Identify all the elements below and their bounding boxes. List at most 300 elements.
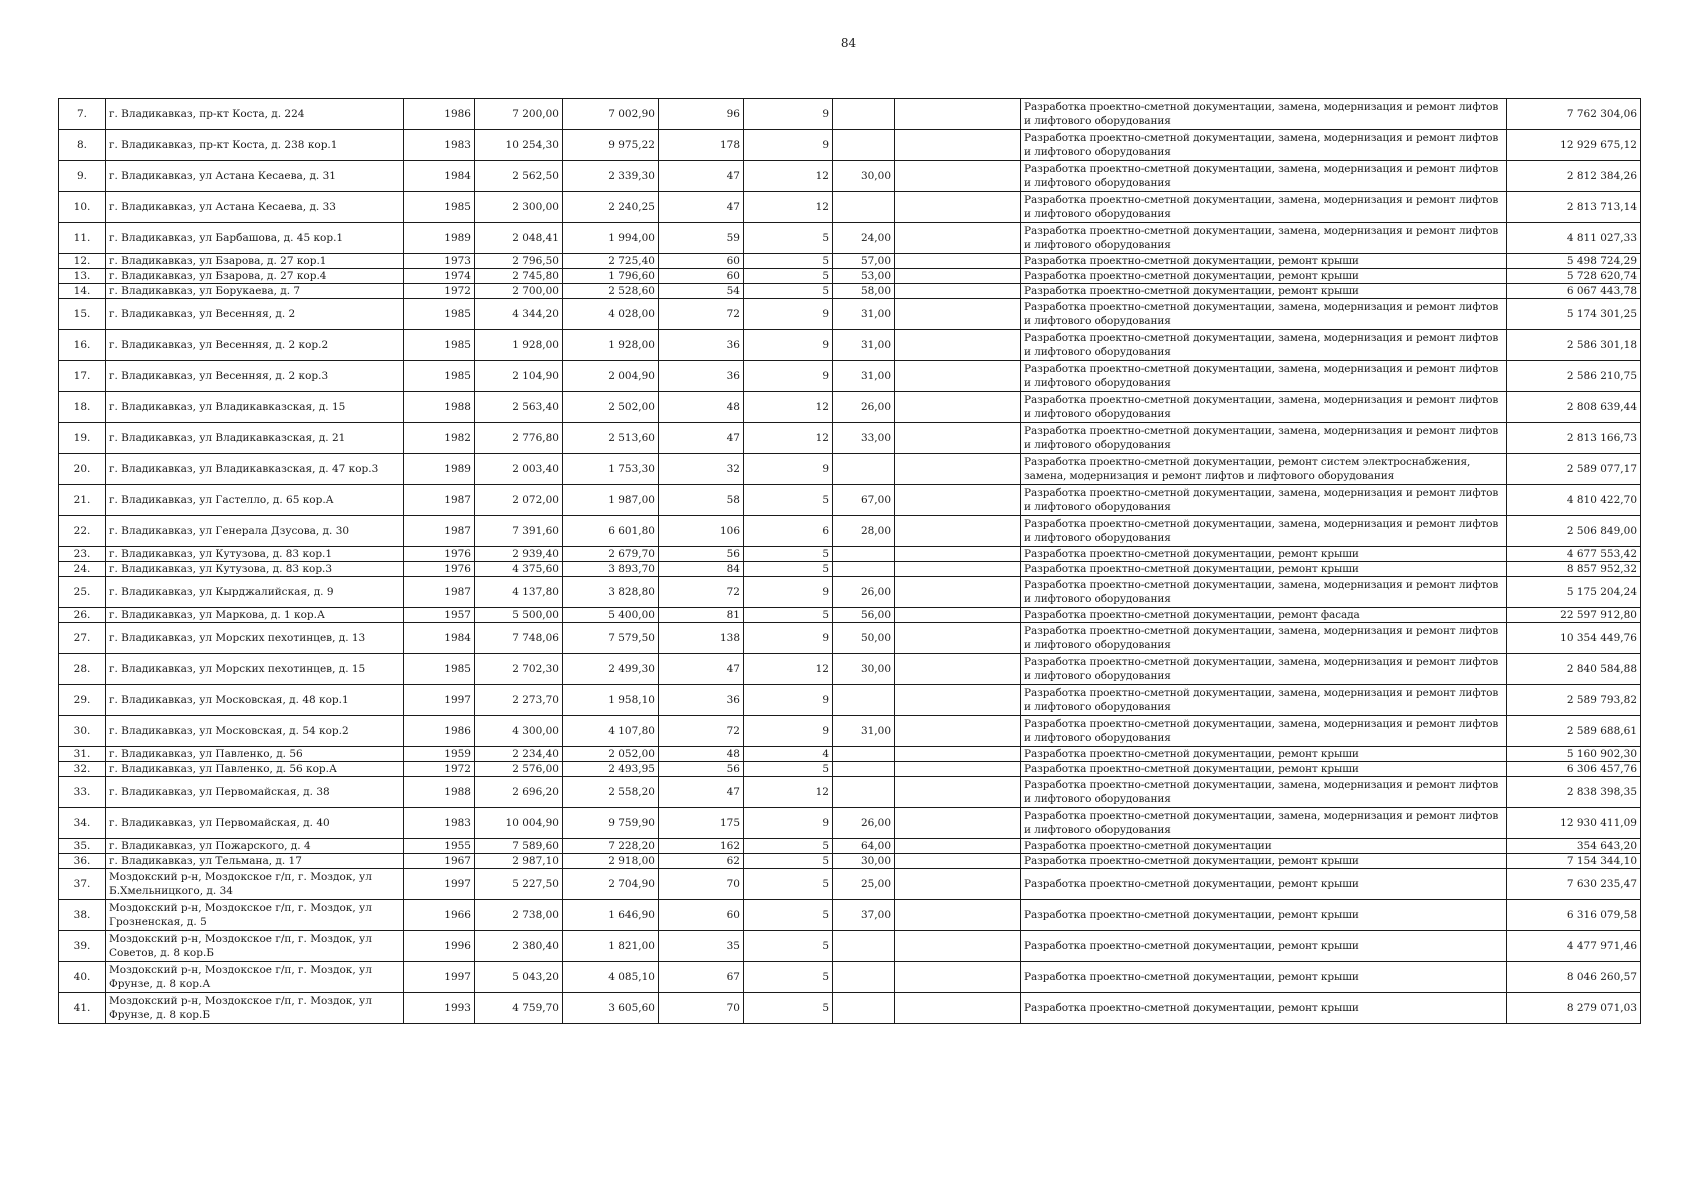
address-cell: г. Владикавказ, ул Московская, д. 54 кор.2 <box>106 716 404 747</box>
living-area-cell: 2 918,00 <box>563 854 659 869</box>
work-type-cell: Разработка проектно-сметной документации, замена, модернизация и ремонт лифтов и лифтового оборудования <box>1021 130 1507 161</box>
year-cell: 1982 <box>404 423 475 454</box>
work-type-cell: Разработка проектно-сметной документации <box>1021 839 1507 854</box>
row-number-cell: 25. <box>59 577 106 608</box>
table-row <box>59 423 1641 454</box>
living-area-cell: 1 958,10 <box>563 685 659 716</box>
floors-cell: 12 <box>744 192 833 223</box>
cost-cell: 8 279 071,03 <box>1507 993 1641 1024</box>
cost-cell: 22 597 912,80 <box>1507 608 1641 623</box>
row-number-cell: 12. <box>59 254 106 269</box>
address-cell: г. Владикавказ, ул Весенняя, д. 2 кор.3 <box>106 361 404 392</box>
address-cell: г. Владикавказ, пр-кт Коста, д. 238 кор.1 <box>106 130 404 161</box>
address-cell: г. Владикавказ, ул Морских пехотинцев, д. 13 <box>106 623 404 654</box>
total-area-cell: 4 375,60 <box>475 562 563 577</box>
wear-percent-cell: 31,00 <box>833 299 895 330</box>
empty-cell <box>895 547 1021 562</box>
living-area-cell: 7 228,20 <box>563 839 659 854</box>
year-cell: 1989 <box>404 454 475 485</box>
year-cell: 1997 <box>404 869 475 900</box>
residents-cell: 62 <box>659 854 744 869</box>
floors-cell: 12 <box>744 777 833 808</box>
year-cell: 1987 <box>404 485 475 516</box>
empty-cell <box>895 777 1021 808</box>
year-cell: 1987 <box>404 516 475 547</box>
floors-cell: 4 <box>744 747 833 762</box>
empty-cell <box>895 254 1021 269</box>
empty-cell <box>895 839 1021 854</box>
table-row <box>59 485 1641 516</box>
table-row <box>59 685 1641 716</box>
living-area-cell: 2 704,90 <box>563 869 659 900</box>
empty-cell <box>895 762 1021 777</box>
row-number-cell: 23. <box>59 547 106 562</box>
address-cell: г. Владикавказ, ул Астана Кесаева, д. 31 <box>106 161 404 192</box>
table-row <box>59 993 1641 1024</box>
address-cell: г. Владикавказ, ул Владикавказская, д. 21 <box>106 423 404 454</box>
table-row <box>59 284 1641 299</box>
year-cell: 1983 <box>404 808 475 839</box>
year-cell: 1972 <box>404 762 475 777</box>
address-cell: г. Владикавказ, ул Владикавказская, д. 47 кор.3 <box>106 454 404 485</box>
empty-cell <box>895 808 1021 839</box>
wear-percent-cell: 30,00 <box>833 854 895 869</box>
cost-cell: 2 589 688,61 <box>1507 716 1641 747</box>
work-type-cell: Разработка проектно-сметной документации, ремонт крыши <box>1021 562 1507 577</box>
empty-cell <box>895 423 1021 454</box>
living-area-cell: 2 493,95 <box>563 762 659 777</box>
year-cell: 1976 <box>404 562 475 577</box>
total-area-cell: 5 227,50 <box>475 869 563 900</box>
floors-cell: 5 <box>744 223 833 254</box>
living-area-cell: 2 679,70 <box>563 547 659 562</box>
cost-cell: 12 930 411,09 <box>1507 808 1641 839</box>
cost-cell: 2 586 210,75 <box>1507 361 1641 392</box>
residents-cell: 162 <box>659 839 744 854</box>
total-area-cell: 2 003,40 <box>475 454 563 485</box>
total-area-cell: 2 380,40 <box>475 931 563 962</box>
wear-percent-cell: 30,00 <box>833 654 895 685</box>
empty-cell <box>895 747 1021 762</box>
address-cell: г. Владикавказ, ул Бзарова, д. 27 кор.4 <box>106 269 404 284</box>
year-cell: 1972 <box>404 284 475 299</box>
floors-cell: 5 <box>744 869 833 900</box>
address-cell: Моздокский р-н, Моздокское г/п, г. Моздок, ул Советов, д. 8 кор.Б <box>106 931 404 962</box>
residents-cell: 47 <box>659 654 744 685</box>
floors-cell: 5 <box>744 962 833 993</box>
floors-cell: 9 <box>744 716 833 747</box>
empty-cell <box>895 299 1021 330</box>
buildings-table <box>58 98 1641 1024</box>
cost-cell: 2 506 849,00 <box>1507 516 1641 547</box>
work-type-cell: Разработка проектно-сметной документации, ремонт крыши <box>1021 931 1507 962</box>
work-type-cell: Разработка проектно-сметной документации, замена, модернизация и ремонт лифтов и лифтового оборудования <box>1021 685 1507 716</box>
empty-cell <box>895 454 1021 485</box>
residents-cell: 36 <box>659 330 744 361</box>
row-number-cell: 17. <box>59 361 106 392</box>
table-row <box>59 716 1641 747</box>
table-row <box>59 869 1641 900</box>
address-cell: г. Владикавказ, ул Барбашова, д. 45 кор.1 <box>106 223 404 254</box>
total-area-cell: 7 748,06 <box>475 623 563 654</box>
wear-percent-cell: 24,00 <box>833 223 895 254</box>
living-area-cell: 4 107,80 <box>563 716 659 747</box>
row-number-cell: 29. <box>59 685 106 716</box>
row-number-cell: 9. <box>59 161 106 192</box>
floors-cell: 5 <box>744 284 833 299</box>
address-cell: г. Владикавказ, ул Владикавказская, д. 15 <box>106 392 404 423</box>
work-type-cell: Разработка проектно-сметной документации, ремонт крыши <box>1021 854 1507 869</box>
living-area-cell: 3 605,60 <box>563 993 659 1024</box>
address-cell: Моздокский р-н, Моздокское г/п, г. Моздок, ул Б.Хмельницкого, д. 34 <box>106 869 404 900</box>
empty-cell <box>895 223 1021 254</box>
row-number-cell: 22. <box>59 516 106 547</box>
total-area-cell: 2 702,30 <box>475 654 563 685</box>
table-body <box>59 99 1641 1024</box>
living-area-cell: 2 558,20 <box>563 777 659 808</box>
empty-cell <box>895 654 1021 685</box>
living-area-cell: 1 994,00 <box>563 223 659 254</box>
table-row <box>59 854 1641 869</box>
address-cell: г. Владикавказ, ул Первомайская, д. 40 <box>106 808 404 839</box>
work-type-cell: Разработка проектно-сметной документации, ремонт систем электроснабжения, замена, модернизация и ремонт лифтов и лифтового оборудования <box>1021 454 1507 485</box>
row-number-cell: 34. <box>59 808 106 839</box>
row-number-cell: 7. <box>59 99 106 130</box>
table-row <box>59 130 1641 161</box>
work-type-cell: Разработка проектно-сметной документации, ремонт крыши <box>1021 747 1507 762</box>
residents-cell: 138 <box>659 623 744 654</box>
work-type-cell: Разработка проектно-сметной документации, замена, модернизация и ремонт лифтов и лифтового оборудования <box>1021 623 1507 654</box>
residents-cell: 70 <box>659 993 744 1024</box>
total-area-cell: 7 589,60 <box>475 839 563 854</box>
living-area-cell: 1 821,00 <box>563 931 659 962</box>
living-area-cell: 3 893,70 <box>563 562 659 577</box>
work-type-cell: Разработка проектно-сметной документации, замена, модернизация и ремонт лифтов и лифтового оборудования <box>1021 361 1507 392</box>
cost-cell: 6 316 079,58 <box>1507 900 1641 931</box>
floors-cell: 9 <box>744 454 833 485</box>
wear-percent-cell <box>833 762 895 777</box>
floors-cell: 12 <box>744 161 833 192</box>
table-row <box>59 608 1641 623</box>
floors-cell: 5 <box>744 562 833 577</box>
residents-cell: 47 <box>659 192 744 223</box>
wear-percent-cell: 28,00 <box>833 516 895 547</box>
cost-cell: 4 477 971,46 <box>1507 931 1641 962</box>
living-area-cell: 2 004,90 <box>563 361 659 392</box>
living-area-cell: 4 028,00 <box>563 299 659 330</box>
address-cell: г. Владикавказ, ул Кутузова, д. 83 кор.3 <box>106 562 404 577</box>
total-area-cell: 2 939,40 <box>475 547 563 562</box>
total-area-cell: 4 344,20 <box>475 299 563 330</box>
year-cell: 1997 <box>404 962 475 993</box>
work-type-cell: Разработка проектно-сметной документации, замена, модернизация и ремонт лифтов и лифтового оборудования <box>1021 485 1507 516</box>
wear-percent-cell: 64,00 <box>833 839 895 854</box>
address-cell: г. Владикавказ, ул Весенняя, д. 2 <box>106 299 404 330</box>
empty-cell <box>895 716 1021 747</box>
living-area-cell: 1 646,90 <box>563 900 659 931</box>
work-type-cell: Разработка проектно-сметной документации, замена, модернизация и ремонт лифтов и лифтового оборудования <box>1021 654 1507 685</box>
wear-percent-cell: 33,00 <box>833 423 895 454</box>
floors-cell: 9 <box>744 577 833 608</box>
row-number-cell: 21. <box>59 485 106 516</box>
address-cell: Моздокский р-н, Моздокское г/п, г. Моздок, ул Фрунзе, д. 8 кор.А <box>106 962 404 993</box>
floors-cell: 12 <box>744 423 833 454</box>
row-number-cell: 11. <box>59 223 106 254</box>
residents-cell: 56 <box>659 762 744 777</box>
work-type-cell: Разработка проектно-сметной документации, ремонт крыши <box>1021 869 1507 900</box>
empty-cell <box>895 192 1021 223</box>
wear-percent-cell <box>833 130 895 161</box>
table-row <box>59 654 1641 685</box>
cost-cell: 2 840 584,88 <box>1507 654 1641 685</box>
work-type-cell: Разработка проектно-сметной документации, замена, модернизация и ремонт лифтов и лифтового оборудования <box>1021 192 1507 223</box>
table-row <box>59 454 1641 485</box>
year-cell: 1985 <box>404 299 475 330</box>
residents-cell: 72 <box>659 299 744 330</box>
empty-cell <box>895 161 1021 192</box>
year-cell: 1967 <box>404 854 475 869</box>
floors-cell: 5 <box>744 931 833 962</box>
page-number: 84 <box>840 36 857 50</box>
row-number-cell: 40. <box>59 962 106 993</box>
floors-cell: 5 <box>744 485 833 516</box>
row-number-cell: 30. <box>59 716 106 747</box>
living-area-cell: 2 725,40 <box>563 254 659 269</box>
cost-cell: 8 046 260,57 <box>1507 962 1641 993</box>
row-number-cell: 15. <box>59 299 106 330</box>
row-number-cell: 38. <box>59 900 106 931</box>
total-area-cell: 2 796,50 <box>475 254 563 269</box>
work-type-cell: Разработка проектно-сметной документации, замена, модернизация и ремонт лифтов и лифтового оборудования <box>1021 516 1507 547</box>
year-cell: 1976 <box>404 547 475 562</box>
living-area-cell: 1 987,00 <box>563 485 659 516</box>
year-cell: 1985 <box>404 192 475 223</box>
living-area-cell: 7 002,90 <box>563 99 659 130</box>
address-cell: г. Владикавказ, пр-кт Коста, д. 224 <box>106 99 404 130</box>
table-row <box>59 254 1641 269</box>
residents-cell: 60 <box>659 254 744 269</box>
work-type-cell: Разработка проектно-сметной документации, ремонт крыши <box>1021 900 1507 931</box>
table-row <box>59 900 1641 931</box>
wear-percent-cell <box>833 192 895 223</box>
floors-cell: 9 <box>744 361 833 392</box>
floors-cell: 9 <box>744 808 833 839</box>
cost-cell: 4 810 422,70 <box>1507 485 1641 516</box>
living-area-cell: 3 828,80 <box>563 577 659 608</box>
address-cell: г. Владикавказ, ул Кырджалийская, д. 9 <box>106 577 404 608</box>
year-cell: 1985 <box>404 361 475 392</box>
wear-percent-cell <box>833 747 895 762</box>
cost-cell: 2 812 384,26 <box>1507 161 1641 192</box>
work-type-cell: Разработка проектно-сметной документации, ремонт крыши <box>1021 762 1507 777</box>
table-row <box>59 161 1641 192</box>
row-number-cell: 39. <box>59 931 106 962</box>
empty-cell <box>895 562 1021 577</box>
total-area-cell: 2 300,00 <box>475 192 563 223</box>
year-cell: 1973 <box>404 254 475 269</box>
total-area-cell: 2 562,50 <box>475 161 563 192</box>
row-number-cell: 37. <box>59 869 106 900</box>
row-number-cell: 28. <box>59 654 106 685</box>
cost-cell: 5 175 204,24 <box>1507 577 1641 608</box>
work-type-cell: Разработка проектно-сметной документации, ремонт крыши <box>1021 254 1507 269</box>
living-area-cell: 2 240,25 <box>563 192 659 223</box>
address-cell: г. Владикавказ, ул Тельмана, д. 17 <box>106 854 404 869</box>
residents-cell: 32 <box>659 454 744 485</box>
residents-cell: 175 <box>659 808 744 839</box>
wear-percent-cell <box>833 562 895 577</box>
empty-cell <box>895 685 1021 716</box>
empty-cell <box>895 931 1021 962</box>
residents-cell: 70 <box>659 869 744 900</box>
work-type-cell: Разработка проектно-сметной документации, замена, модернизация и ремонт лифтов и лифтового оборудования <box>1021 392 1507 423</box>
cost-cell: 4 677 553,42 <box>1507 547 1641 562</box>
residents-cell: 72 <box>659 716 744 747</box>
living-area-cell: 1 796,60 <box>563 269 659 284</box>
address-cell: г. Владикавказ, ул Астана Кесаева, д. 33 <box>106 192 404 223</box>
total-area-cell: 2 987,10 <box>475 854 563 869</box>
empty-cell <box>895 361 1021 392</box>
address-cell: г. Владикавказ, ул Павленко, д. 56 <box>106 747 404 762</box>
empty-cell <box>895 608 1021 623</box>
work-type-cell: Разработка проектно-сметной документации, ремонт крыши <box>1021 269 1507 284</box>
floors-cell: 5 <box>744 608 833 623</box>
year-cell: 1984 <box>404 161 475 192</box>
floors-cell: 5 <box>744 839 833 854</box>
residents-cell: 48 <box>659 747 744 762</box>
living-area-cell: 2 528,60 <box>563 284 659 299</box>
wear-percent-cell: 31,00 <box>833 716 895 747</box>
wear-percent-cell: 30,00 <box>833 161 895 192</box>
cost-cell: 5 174 301,25 <box>1507 299 1641 330</box>
cost-cell: 8 857 952,32 <box>1507 562 1641 577</box>
cost-cell: 7 762 304,06 <box>1507 99 1641 130</box>
floors-cell: 5 <box>744 762 833 777</box>
table-row <box>59 392 1641 423</box>
empty-cell <box>895 130 1021 161</box>
living-area-cell: 2 339,30 <box>563 161 659 192</box>
address-cell: г. Владикавказ, ул Маркова, д. 1 кор.А <box>106 608 404 623</box>
residents-cell: 72 <box>659 577 744 608</box>
empty-cell <box>895 284 1021 299</box>
table-row <box>59 516 1641 547</box>
year-cell: 1993 <box>404 993 475 1024</box>
row-number-cell: 19. <box>59 423 106 454</box>
total-area-cell: 10 254,30 <box>475 130 563 161</box>
work-type-cell: Разработка проектно-сметной документации, ремонт крыши <box>1021 284 1507 299</box>
year-cell: 1959 <box>404 747 475 762</box>
year-cell: 1985 <box>404 330 475 361</box>
row-number-cell: 20. <box>59 454 106 485</box>
table-row <box>59 99 1641 130</box>
work-type-cell: Разработка проектно-сметной документации, ремонт крыши <box>1021 993 1507 1024</box>
row-number-cell: 36. <box>59 854 106 869</box>
floors-cell: 5 <box>744 854 833 869</box>
year-cell: 1966 <box>404 900 475 931</box>
floors-cell: 5 <box>744 993 833 1024</box>
wear-percent-cell: 26,00 <box>833 808 895 839</box>
address-cell: г. Владикавказ, ул Кутузова, д. 83 кор.1 <box>106 547 404 562</box>
table-row <box>59 299 1641 330</box>
year-cell: 1974 <box>404 269 475 284</box>
total-area-cell: 2 072,00 <box>475 485 563 516</box>
cost-cell: 5 498 724,29 <box>1507 254 1641 269</box>
address-cell: Моздокский р-н, Моздокское г/п, г. Моздок, ул Фрунзе, д. 8 кор.Б <box>106 993 404 1024</box>
year-cell: 1997 <box>404 685 475 716</box>
total-area-cell: 2 104,90 <box>475 361 563 392</box>
table-row <box>59 192 1641 223</box>
cost-cell: 6 306 457,76 <box>1507 762 1641 777</box>
work-type-cell: Разработка проектно-сметной документации, ремонт фасада <box>1021 608 1507 623</box>
address-cell: Моздокский р-н, Моздокское г/п, г. Моздок, ул Грозненская, д. 5 <box>106 900 404 931</box>
residents-cell: 84 <box>659 562 744 577</box>
wear-percent-cell: 31,00 <box>833 330 895 361</box>
total-area-cell: 4 300,00 <box>475 716 563 747</box>
work-type-cell: Разработка проектно-сметной документации, замена, модернизация и ремонт лифтов и лифтового оборудования <box>1021 777 1507 808</box>
floors-cell: 9 <box>744 330 833 361</box>
cost-cell: 2 586 301,18 <box>1507 330 1641 361</box>
living-area-cell: 9 759,90 <box>563 808 659 839</box>
floors-cell: 5 <box>744 900 833 931</box>
work-type-cell: Разработка проектно-сметной документации, замена, модернизация и ремонт лифтов и лифтового оборудования <box>1021 423 1507 454</box>
cost-cell: 2 808 639,44 <box>1507 392 1641 423</box>
cost-cell: 2 589 077,17 <box>1507 454 1641 485</box>
empty-cell <box>895 330 1021 361</box>
year-cell: 1996 <box>404 931 475 962</box>
address-cell: г. Владикавказ, ул Пожарского, д. 4 <box>106 839 404 854</box>
floors-cell: 5 <box>744 547 833 562</box>
empty-cell <box>895 869 1021 900</box>
living-area-cell: 9 975,22 <box>563 130 659 161</box>
wear-percent-cell: 58,00 <box>833 284 895 299</box>
row-number-cell: 10. <box>59 192 106 223</box>
residents-cell: 67 <box>659 962 744 993</box>
living-area-cell: 2 052,00 <box>563 747 659 762</box>
cost-cell: 12 929 675,12 <box>1507 130 1641 161</box>
row-number-cell: 14. <box>59 284 106 299</box>
residents-cell: 48 <box>659 392 744 423</box>
residents-cell: 56 <box>659 547 744 562</box>
total-area-cell: 10 004,90 <box>475 808 563 839</box>
wear-percent-cell: 31,00 <box>833 361 895 392</box>
table-row <box>59 839 1641 854</box>
cost-cell: 2 589 793,82 <box>1507 685 1641 716</box>
empty-cell <box>895 99 1021 130</box>
year-cell: 1957 <box>404 608 475 623</box>
year-cell: 1987 <box>404 577 475 608</box>
cost-cell: 6 067 443,78 <box>1507 284 1641 299</box>
year-cell: 1986 <box>404 716 475 747</box>
work-type-cell: Разработка проектно-сметной документации, ремонт крыши <box>1021 547 1507 562</box>
table-row <box>59 562 1641 577</box>
empty-cell <box>895 577 1021 608</box>
year-cell: 1984 <box>404 623 475 654</box>
work-type-cell: Разработка проектно-сметной документации, замена, модернизация и ремонт лифтов и лифтового оборудования <box>1021 330 1507 361</box>
table-row <box>59 623 1641 654</box>
total-area-cell: 2 273,70 <box>475 685 563 716</box>
empty-cell <box>895 623 1021 654</box>
wear-percent-cell <box>833 547 895 562</box>
work-type-cell: Разработка проектно-сметной документации, замена, модернизация и ремонт лифтов и лифтового оборудования <box>1021 577 1507 608</box>
residents-cell: 96 <box>659 99 744 130</box>
row-number-cell: 31. <box>59 747 106 762</box>
residents-cell: 54 <box>659 284 744 299</box>
empty-cell <box>895 269 1021 284</box>
wear-percent-cell: 37,00 <box>833 900 895 931</box>
cost-cell: 4 811 027,33 <box>1507 223 1641 254</box>
row-number-cell: 26. <box>59 608 106 623</box>
work-type-cell: Разработка проектно-сметной документации, замена, модернизация и ремонт лифтов и лифтового оборудования <box>1021 299 1507 330</box>
